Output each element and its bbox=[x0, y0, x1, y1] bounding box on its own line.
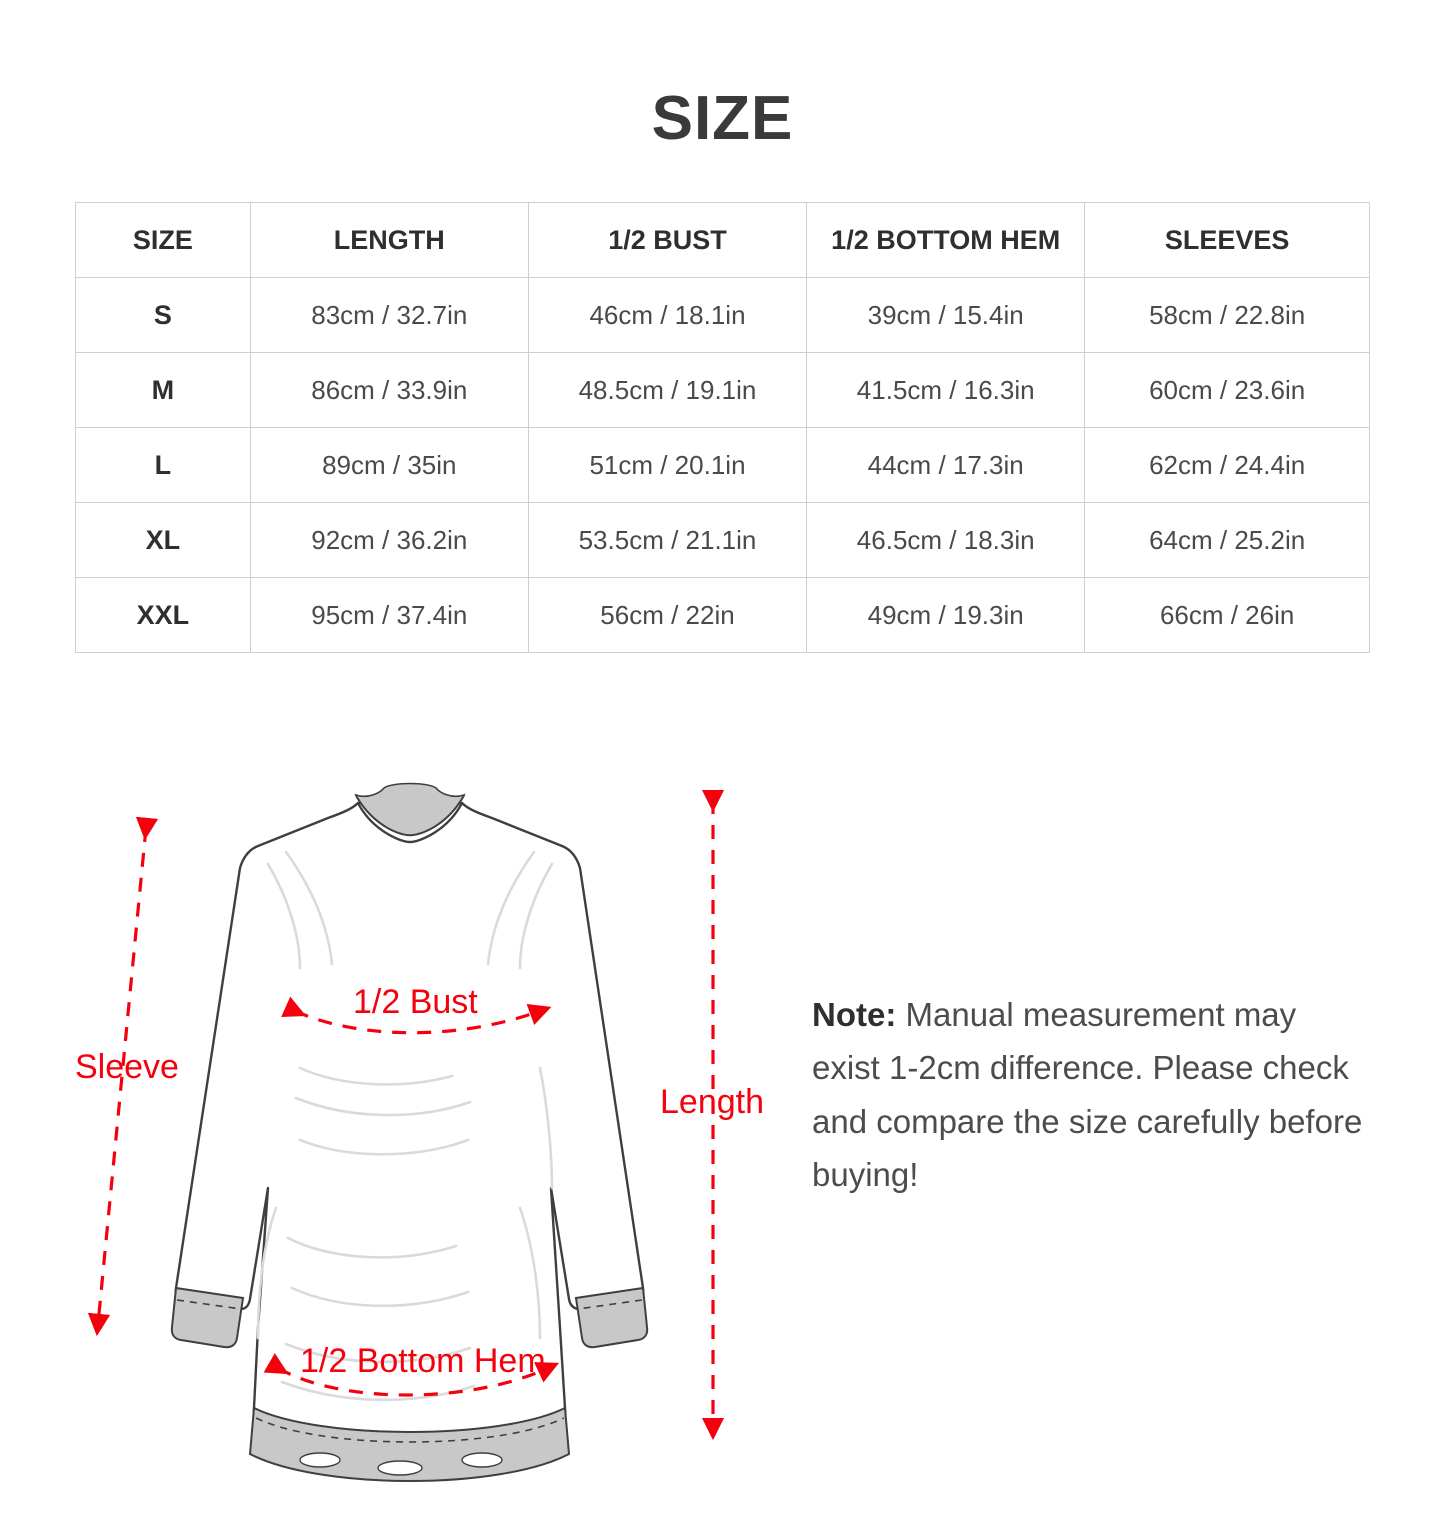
table-row bbox=[76, 353, 1370, 428]
cell-size: L bbox=[76, 428, 251, 503]
sleeve-label: Sleeve bbox=[75, 1048, 179, 1086]
cell-sleeves: 62cm / 24.4in bbox=[1085, 428, 1370, 503]
note-label: Note: bbox=[812, 996, 897, 1033]
column-header-sleeves: SLEEVES bbox=[1085, 203, 1370, 278]
cell-length: 89cm / 35in bbox=[250, 428, 528, 503]
column-header-size: SIZE bbox=[76, 203, 251, 278]
cell-half-bottom-hem: 44cm / 17.3in bbox=[807, 428, 1085, 503]
size-chart-table bbox=[75, 202, 1370, 653]
page-title: SIZE bbox=[651, 84, 794, 153]
cell-half-bust: 56cm / 22in bbox=[528, 578, 806, 653]
note-text bbox=[812, 988, 1372, 1202]
table-row bbox=[76, 428, 1370, 503]
right-cuff bbox=[576, 1288, 647, 1347]
length-label: Length bbox=[660, 1083, 764, 1121]
cell-length: 83cm / 32.7in bbox=[250, 278, 528, 353]
cell-size: XL bbox=[76, 503, 251, 578]
cell-sleeves: 64cm / 25.2in bbox=[1085, 503, 1370, 578]
cell-size: M bbox=[76, 353, 251, 428]
cell-length: 86cm / 33.9in bbox=[250, 353, 528, 428]
column-header-half-bust: 1/2 BUST bbox=[528, 203, 806, 278]
column-header-length: LENGTH bbox=[250, 203, 528, 278]
cell-half-bust: 48.5cm / 19.1in bbox=[528, 353, 806, 428]
cell-sleeves: 60cm / 23.6in bbox=[1085, 353, 1370, 428]
table-row bbox=[76, 578, 1370, 653]
cell-half-bust: 51cm / 20.1in bbox=[528, 428, 806, 503]
table-header-row bbox=[76, 203, 1370, 278]
cell-sleeves: 58cm / 22.8in bbox=[1085, 278, 1370, 353]
cell-size: XXL bbox=[76, 578, 251, 653]
cell-half-bottom-hem: 46.5cm / 18.3in bbox=[807, 503, 1085, 578]
half-bust-label: 1/2 Bust bbox=[353, 983, 478, 1021]
cell-length: 92cm / 36.2in bbox=[250, 503, 528, 578]
cell-size: S bbox=[76, 278, 251, 353]
half-bottom-hem-label: 1/2 Bottom Hem bbox=[300, 1342, 546, 1380]
left-cuff bbox=[172, 1288, 243, 1347]
table-row bbox=[76, 503, 1370, 578]
cell-half-bust: 46cm / 18.1in bbox=[528, 278, 806, 353]
note-body: Manual measurement may exist 1-2cm difference. Please check and compare the size carefully before buying! bbox=[812, 996, 1363, 1194]
cell-sleeves: 66cm / 26in bbox=[1085, 578, 1370, 653]
column-header-half-bottom-hem: 1/2 BOTTOM HEM bbox=[807, 203, 1085, 278]
size-table-wrapper bbox=[75, 202, 1370, 653]
cell-length: 95cm / 37.4in bbox=[250, 578, 528, 653]
cell-half-bottom-hem: 39cm / 15.4in bbox=[807, 278, 1085, 353]
table-row bbox=[76, 278, 1370, 353]
cell-half-bottom-hem: 41.5cm / 16.3in bbox=[807, 353, 1085, 428]
cell-half-bottom-hem: 49cm / 19.3in bbox=[807, 578, 1085, 653]
cell-half-bust: 53.5cm / 21.1in bbox=[528, 503, 806, 578]
